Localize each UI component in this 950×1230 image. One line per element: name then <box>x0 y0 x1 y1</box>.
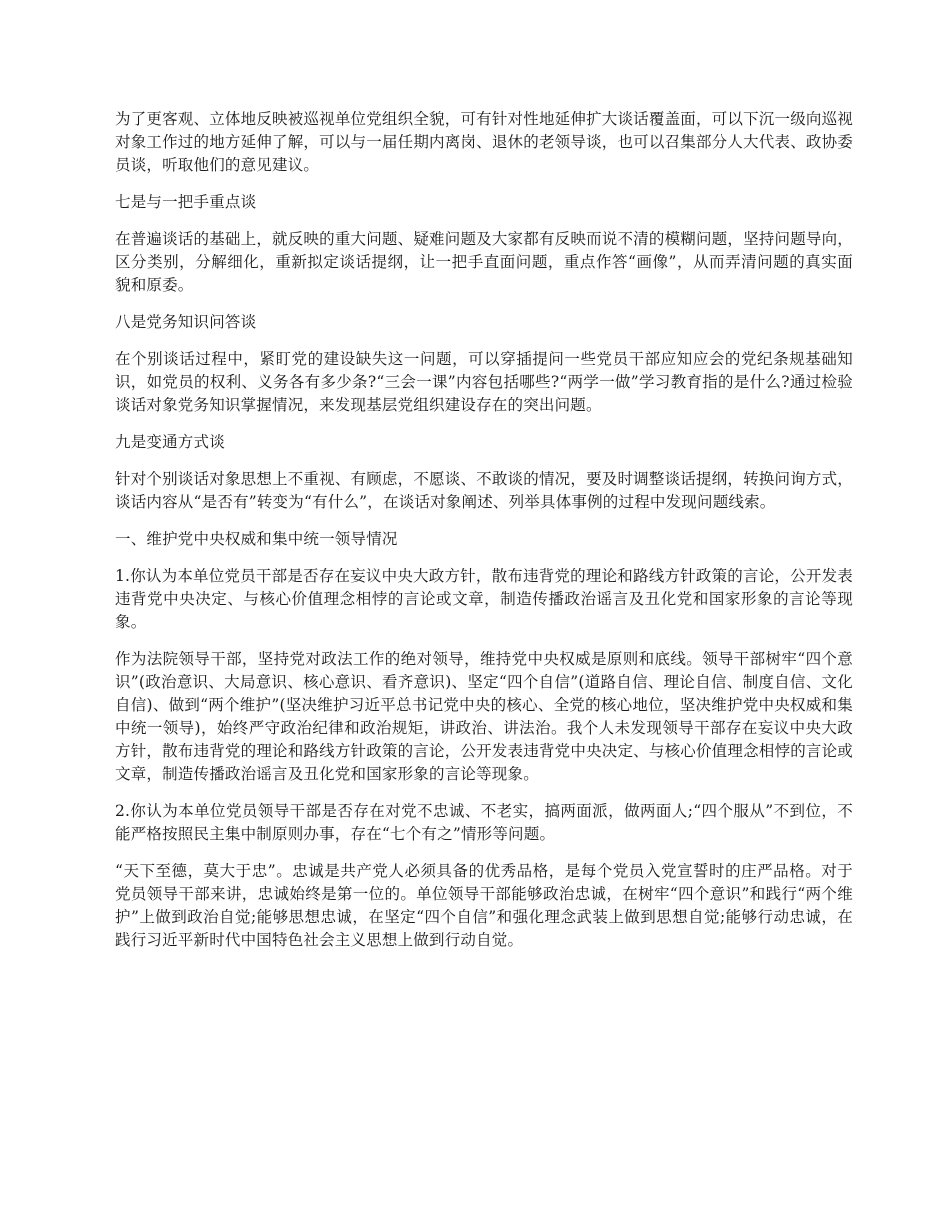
paragraph: 在个别谈话过程中，紧盯党的建设缺失这一问题，可以穿插提问一些党员干部应知应会的党纪条规基础知识，如党员的权利、义务各有多少条?“三会一课”内容包括哪些?“两学一做”学习教育指的是什么?通过检验谈话对象党务知识掌握情况，来发现基层党组织建设存在的突出问题。 <box>115 350 853 414</box>
document-page <box>115 108 853 966</box>
section-heading: 八是党务知识问答谈 <box>115 313 257 331</box>
answer-paragraph: “天下至德，莫大于忠”。忠诚是共产党人必须具备的优秀品格，是每个党员入党宣誓时的庄严品格。对于党员领导干部来讲，忠诚始终是第一位的。单位领导干部能够政治忠诚，在树牢“四个意识”和践行“两个维护”上做到政治自觉;能够思想忠诚，在坚定“四个自信”和强化理念武装上做到思想自觉;能够行动忠诚，在践行习近平新时代中国特色社会主义思想上做到行动自觉。 <box>115 862 853 949</box>
section-heading: 一、维护党中央权威和集中统一领导情况 <box>115 530 398 548</box>
question-paragraph: 1.你认为本单位党员干部是否存在妄议中央大政方针，散布违背党的理论和路线方针政策的言论，公开发表违背党中央决定、与核心价值理念相悖的言论或文章，制造传播政治谣言及丑化党和国家形象的言论等现象。 <box>115 567 853 631</box>
answer-paragraph: 作为法院领导干部，坚持党对政法工作的绝对领导，维持党中央权威是原则和底线。领导干部树牢“四个意识”(政治意识、大局意识、核心意识、看齐意识)、坚定“四个自信”(道路自信、理论自信、制度自信、文化自信)、做到“两个维护”(坚决维护习近平总书记党中央的核心、全党的核心地位，坚决维护党中央权威和集中统一领导)，始终严守政治纪律和政治规矩，讲政治、讲法治。我个人未发现领导干部存在妄议中央大政方针，散布违背党的理论和路线方针政策的言论，公开发表违背党中央决定、与核心价值理念相悖的言论或文章，制造传播政治谣言及丑化党和国家形象的言论等现象。 <box>115 650 853 783</box>
question-paragraph: 2.你认为本单位党员领导干部是否存在对党不忠诚、不老实，搞两面派，做两面人;“四个服从”不到位，不能严格按照民主集中制原则办事，存在“七个有之”情形等问题。 <box>115 802 853 843</box>
paragraph: 针对个别谈话对象思想上不重视、有顾虑，不愿谈、不敢谈的情况，要及时调整谈话提纲，转换问询方式，谈话内容从“是否有”转变为“有什么”，在谈话对象阐述、列举具体事例的过程中发现问题线索。 <box>115 470 853 511</box>
section-heading: 七是与一把手重点谈 <box>115 193 257 211</box>
paragraph: 在普遍谈话的基础上，就反映的重大问题、疑难问题及大家都有反映而说不清的模糊问题，坚持问题导向，区分类别，分解细化，重新拟定谈话提纲，让一把手直面问题，重点作答“画像”，从而弄清问题的真实面貌和原委。 <box>115 230 853 294</box>
section-heading: 九是变通方式谈 <box>115 433 225 451</box>
paragraph: 为了更客观、立体地反映被巡视单位党组织全貌，可有针对性地延伸扩大谈话覆盖面，可以下沉一级向巡视对象工作过的地方延伸了解，可以与一届任期内离岗、退休的老领导谈，也可以召集部分人大代表、政协委员谈，听取他们的意见建议。 <box>115 110 853 174</box>
